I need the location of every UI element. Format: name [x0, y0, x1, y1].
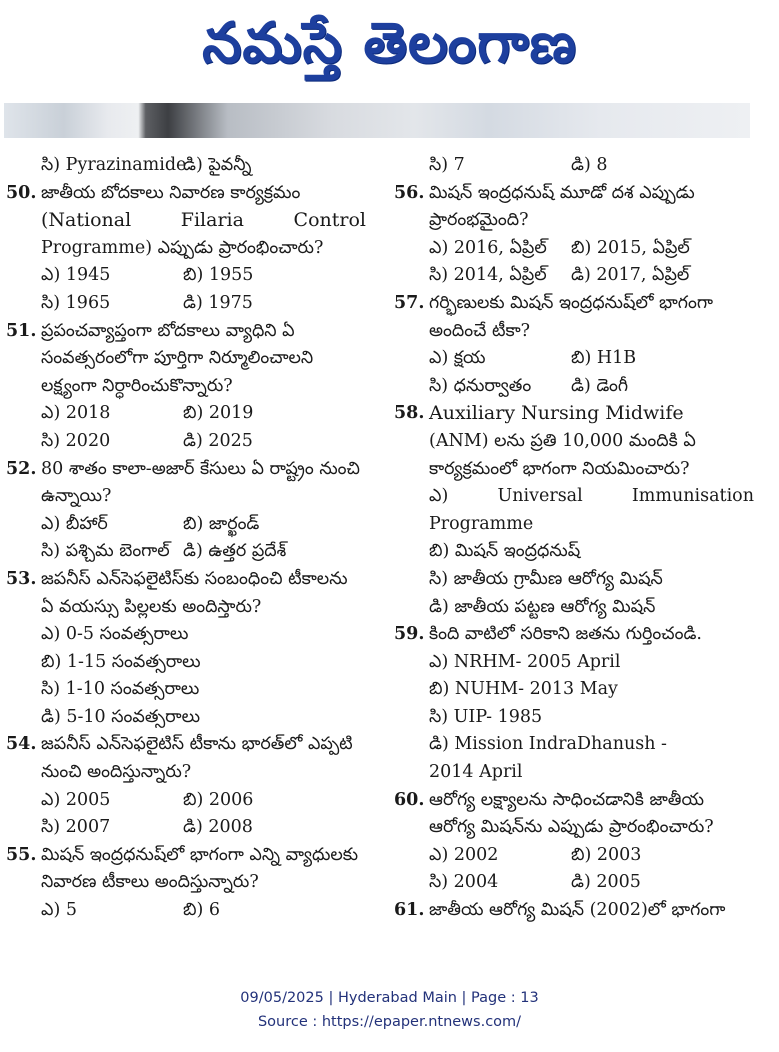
question-text: మిషన్ ఇంద్రధనుష్‌లో భాగంగా ఎన్ని వ్యాధులకు	[41, 844, 359, 865]
option: డి) 8	[571, 155, 608, 175]
option: ఎ) 2016, ఏప్రిల్	[429, 237, 547, 258]
option: సి) 2007	[41, 817, 111, 838]
banner-image-strip	[4, 103, 750, 138]
option: ఎ) 0-5 సంవత్సరాలు	[41, 624, 189, 645]
question-61	[394, 897, 754, 925]
question-text: Auxiliary Nursing Midwife	[429, 402, 684, 425]
option: బి) 1955	[183, 265, 254, 286]
question-number: 51.	[6, 320, 37, 341]
option: బి) 1-15 సంవత్సరాలు	[41, 651, 201, 672]
option: ఎ) 2018	[41, 403, 111, 424]
question-text: నివారణ టీకాలు అందిస్తున్నారు?	[41, 872, 259, 893]
option: డి) 2017, ఏప్రిల్	[571, 265, 690, 286]
question-52	[6, 456, 366, 566]
question-number: 52.	[6, 458, 37, 479]
option: బి) మిషన్ ఇంద్రధనుష్	[429, 541, 581, 562]
question-text: (National Filaria Control	[41, 209, 366, 232]
question-text: లక్ష్యంగా నిర్ధారించుకొన్నారు?	[41, 375, 233, 396]
option: బి) 2015, ఏప్రిల్	[571, 237, 690, 258]
option: సి) జాతీయ గ్రామీణ ఆరోగ్య మిషన్	[429, 568, 663, 589]
question-number: 54.	[6, 734, 37, 755]
option: సి) 1965	[41, 292, 111, 313]
option: సి) పశ్చిమ బెంగాల్	[41, 541, 170, 562]
question-text: (ANM) లను ప్రతి 10,000 మందికి ఏ	[429, 430, 696, 451]
question-59	[394, 621, 754, 787]
question-text: ప్రారంభమైంది?	[429, 210, 529, 231]
question-number: 55.	[6, 844, 37, 865]
option-row	[6, 152, 366, 180]
question-text: గర్భిణులకు మిషన్ ఇంద్రధనుష్‌లో భాగంగా	[429, 292, 713, 313]
question-text: కింది వాటిలో సరికాని జతను గుర్తించండి.	[429, 624, 702, 645]
question-number: 53.	[6, 568, 37, 589]
option: డి) 2005	[571, 872, 641, 893]
option: డి) 2025	[183, 430, 253, 451]
question-text: సంవత్సరంలోగా పూర్తిగా నిర్మూలించాలని	[41, 348, 314, 369]
question-number: 50.	[6, 182, 37, 203]
option: డి) 2008	[183, 817, 253, 838]
option: ఎ) 5	[41, 900, 77, 921]
option: డి) పైవన్నీ	[183, 155, 252, 175]
question-text: జపనీస్ ఎన్‌సెఫలైటిస్‌కు సంబంధించి టీకాలను	[41, 568, 348, 589]
question-text: ఆరోగ్య లక్ష్యాలను సాధించడానికి జాతీయ	[429, 789, 704, 810]
option: సి) 7	[429, 155, 465, 175]
option: సి) ధనుర్వాతం	[429, 375, 532, 396]
option: బి) NUHM- 2013 May	[429, 679, 618, 700]
question-54	[6, 731, 366, 841]
question-number: 58.	[394, 403, 425, 424]
question-text: నుంచి అందిస్తున్నారు?	[41, 762, 192, 783]
question-56	[394, 180, 754, 290]
question-number: 57.	[394, 292, 425, 313]
question-text: అందించే టీకా?	[429, 320, 531, 341]
question-number: 60.	[394, 789, 425, 810]
option: ఎ) Universal Immunisation	[429, 486, 754, 507]
question-text: జాతీయ బోదకాలు నివారణ కార్యక్రమం	[41, 182, 301, 203]
question-57	[394, 290, 754, 400]
question-50	[6, 180, 366, 318]
question-text: కార్యక్రమంలో భాగంగా నియమించారు?	[429, 458, 690, 479]
question-text: ఏ వయస్సు పిల్లలకు అందిస్తారు?	[41, 596, 262, 617]
option: సి) Pyrazinamide	[41, 155, 187, 175]
option: సి) 2004	[429, 872, 499, 893]
left-column	[6, 152, 366, 925]
option: బి) జార్ఖండ్	[183, 513, 260, 534]
option: ఎ) క్షయ	[429, 348, 486, 369]
option: బి) 2006	[183, 789, 254, 810]
question-55	[6, 842, 366, 925]
newspaper-logo: నమస్తే తెలంగాణ	[202, 10, 577, 76]
option: ఎ) 1945	[41, 265, 111, 286]
option: సి) 2020	[41, 430, 111, 451]
option: డి) Mission IndraDhanush -	[429, 734, 667, 755]
question-text: ఆరోగ్య మిషన్‌ను ఎప్పుడు ప్రారంభించారు?	[429, 817, 714, 838]
right-column	[394, 152, 754, 925]
option: ఎ) బీహార్	[41, 513, 108, 534]
option: డి) ఉత్తర ప్రదేశ్	[183, 541, 287, 562]
source-link[interactable]: Source : https://epaper.ntnews.com/	[257, 1014, 522, 1030]
question-text: జపనీస్ ఎన్‌సెఫలైటిస్ టీకాను భారత్‌లో ఎప్పటి	[41, 734, 353, 755]
option: ఎ) 2002	[429, 844, 499, 865]
option: డి) 5-10 సంవత్సరాలు	[41, 706, 201, 727]
question-number: 59.	[394, 624, 425, 645]
question-58	[394, 400, 754, 621]
masthead	[0, 0, 779, 100]
question-number: 61.	[394, 900, 425, 921]
question-text: Programme) ఎప్పుడు ప్రారంభించారు?	[41, 237, 324, 258]
option: సి) 2014, ఏప్రిల్	[429, 265, 547, 286]
question-53	[6, 566, 366, 732]
option: సి) 1-10 సంవత్సరాలు	[41, 679, 200, 700]
option: బి) 2003	[571, 844, 642, 865]
question-text: 80 శాతం కాలా-అజార్ కేసులు ఏ రాష్ట్రం నుంచి	[41, 458, 360, 479]
edition-info: 09/05/2025 | Hyderabad Main | Page : 13	[240, 990, 539, 1006]
question-text: జాతీయ ఆరోగ్య మిషన్ (2002)లో భాగంగా	[429, 900, 726, 921]
question-51	[6, 318, 366, 456]
question-text: మిషన్ ఇంద్రధనుష్ మూడో దశ ఎప్పుడు	[429, 182, 695, 203]
page-footer	[0, 986, 779, 1034]
option: డి) 1975	[183, 292, 253, 313]
option: బి) 2019	[183, 403, 254, 424]
option-row	[394, 152, 754, 180]
question-text: ప్రపంచవ్యాప్తంగా బోదకాలు వ్యాధిని ఏ	[41, 320, 295, 341]
option: 2014 April	[429, 762, 523, 783]
option: ఎ) NRHM- 2005 April	[429, 651, 621, 672]
option: ఎ) 2005	[41, 789, 111, 810]
option: డి) డెంగీ	[571, 375, 629, 396]
option: డి) జాతీయ పట్టణ ఆరోగ్య మిషన్	[429, 596, 656, 617]
option: Programme	[429, 513, 534, 534]
option: సి) UIP- 1985	[429, 706, 543, 727]
question-60	[394, 787, 754, 897]
question-number: 56.	[394, 182, 425, 203]
option: బి) 6	[183, 900, 221, 921]
question-text: ఉన్నాయి?	[41, 486, 112, 507]
option: బి) H1B	[571, 348, 637, 369]
